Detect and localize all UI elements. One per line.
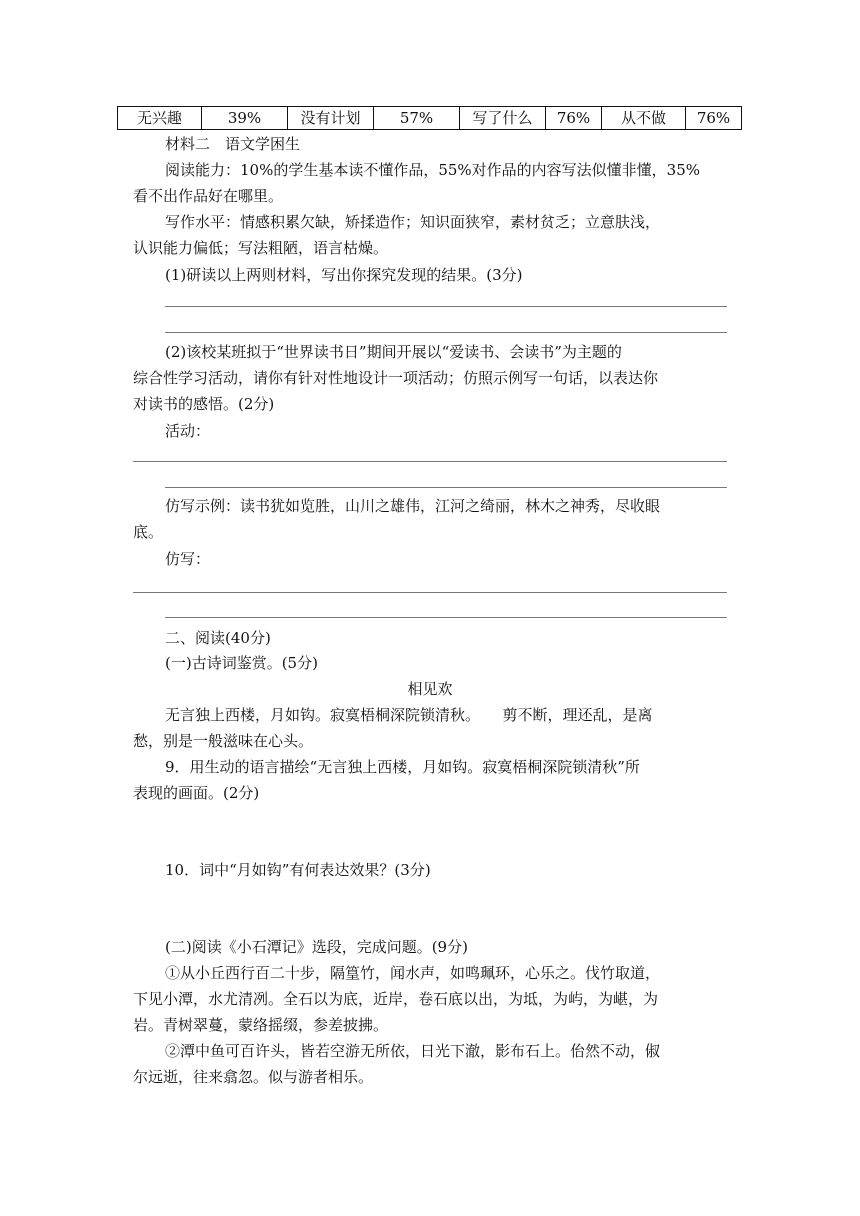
- question-2-line1: (2)该校某班拟于“世界读书日”期间开展以“爱读书、会读书”为主题的: [165, 343, 622, 361]
- example-line1: 仿写示例：读书犹如览胜，山川之雄伟，江河之绮丽，林木之神秀，尽收眼: [165, 497, 661, 515]
- question-2-line3: 对读书的感悟。(2分): [133, 395, 275, 413]
- table-cell: 39%: [202, 107, 288, 130]
- passage-p2-line1: ②潭中鱼可百许头，皆若空游无所依，日光下澈，影布石上。佁然不动，俶: [165, 1042, 661, 1060]
- poem-title: 相见欢: [407, 680, 453, 698]
- imitate-label: 仿写：: [165, 550, 211, 568]
- answer-line[interactable]: [133, 592, 727, 593]
- answer-line[interactable]: [133, 461, 727, 462]
- table-cell: 写了什么: [460, 107, 546, 130]
- poem-line2: 愁，别是一般滋味在心头。: [133, 732, 314, 750]
- question-9-line2: 表现的画面。(2分): [133, 784, 260, 802]
- passage-p1-line1: ①从小丘西行百二十步，隔篁竹，闻水声，如鸣珮环，心乐之。伐竹取道，: [165, 964, 661, 982]
- subsection-2-heading: (二)阅读《小石潭记》选段，完成问题。(9分): [165, 938, 468, 956]
- answer-line[interactable]: [165, 487, 727, 488]
- table-cell: 76%: [546, 107, 602, 130]
- passage-p1-line3: 岩。青树翠蔓，蒙络摇缀，参差披拂。: [133, 1016, 389, 1034]
- passage-p2-line2: 尔远逝，往来翕忽。似与游者相乐。: [133, 1068, 374, 1086]
- question-10: 10．词中“月如钩”有何表达效果？(3分): [165, 861, 431, 879]
- writing-level-line2: 认识能力偏低；写法粗陋，语言枯燥。: [133, 239, 389, 257]
- table-cell: 无兴趣: [118, 107, 202, 130]
- table-cell: 没有计划: [288, 107, 374, 130]
- table-row: [118, 107, 742, 130]
- question-1: (1)研读以上两则材料，写出你探究发现的结果。(3分): [165, 266, 523, 284]
- material2-heading: 材料二 语文学困生: [165, 135, 301, 153]
- reading-ability-line1: 阅读能力：10%的学生基本读不懂作品，55%对作品的内容写法似懂非懂，35%: [165, 161, 701, 179]
- answer-line[interactable]: [165, 306, 727, 307]
- table-cell: 57%: [374, 107, 460, 130]
- passage-p1-line2: 下见小潭，水尤清冽。全石以为底，近岸，卷石底以出，为坻，为屿，为嵁，为: [133, 990, 659, 1008]
- table-cell: 76%: [686, 107, 742, 130]
- reading-ability-line2: 看不出作品好在哪里。: [133, 187, 284, 205]
- answer-line[interactable]: [165, 617, 727, 618]
- answer-line[interactable]: [165, 332, 727, 333]
- survey-table: [117, 106, 742, 130]
- example-line2: 底。: [133, 523, 164, 541]
- section-2-heading: 二、阅读(40分): [165, 629, 271, 647]
- writing-level-line1: 写作水平：情感积累欠缺，矫揉造作；知识面狭窄，素材贫乏；立意肤浅，: [165, 213, 661, 231]
- activity-label: 活动：: [165, 422, 211, 440]
- question-2-line2: 综合性学习活动，请你有针对性地设计一项活动；仿照示例写一句话，以表达你: [133, 369, 659, 387]
- question-9-line1: 9．用生动的语言描绘“无言独上西楼，月如钩。寂寞梧桐深院锁清秋”所: [165, 758, 640, 776]
- subsection-1-heading: (一)古诗词鉴赏。(5分): [165, 654, 318, 672]
- table-cell: 从不做: [602, 107, 686, 130]
- poem-line1: 无言独上西楼，月如钩。寂寞梧桐深院锁清秋。 剪不断，理还乱，是离: [165, 706, 653, 724]
